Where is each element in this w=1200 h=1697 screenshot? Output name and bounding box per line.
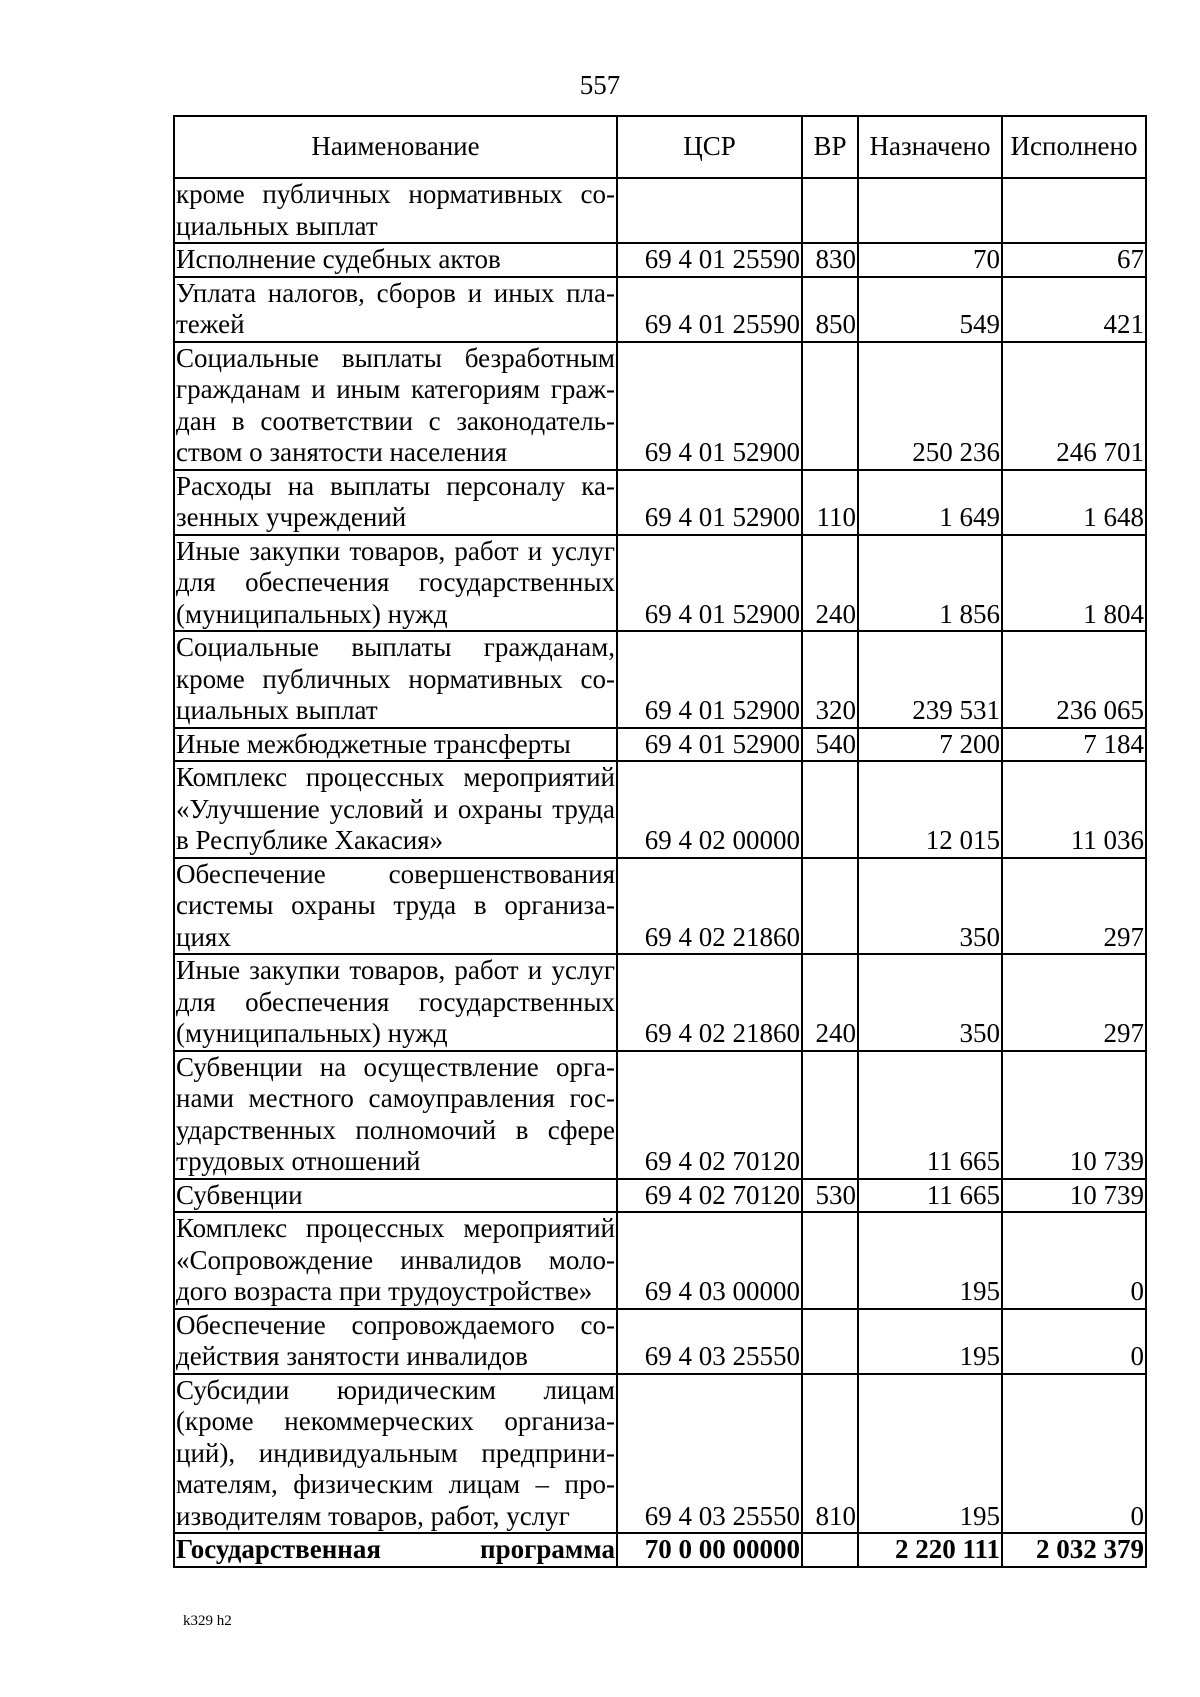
cell-name: Государственная программа: [174, 1533, 617, 1567]
cell-name: кроме публичных нормативных социальных выплат: [174, 178, 617, 243]
cell-csr: 69 4 02 70120: [617, 1051, 802, 1179]
cell-csr: 70 0 00 00000: [617, 1533, 802, 1567]
cell-assigned: 11 665: [858, 1051, 1002, 1179]
cell-assigned: 549: [858, 277, 1002, 342]
cell-csr: 69 4 03 25550: [617, 1374, 802, 1534]
table-row: [174, 277, 1146, 342]
cell-csr: 69 4 02 21860: [617, 954, 802, 1051]
table-row: [174, 1179, 1146, 1213]
cell-assigned: 12 015: [858, 761, 1002, 858]
cell-executed: 67: [1002, 243, 1146, 277]
cell-assigned: 70: [858, 243, 1002, 277]
cell-executed: 246 701: [1002, 342, 1146, 470]
table-row: [174, 631, 1146, 728]
cell-executed: 7 184: [1002, 728, 1146, 762]
cell-csr: 69 4 01 52900: [617, 728, 802, 762]
table-row: [174, 178, 1146, 243]
page-number: 557: [579, 70, 621, 100]
cell-csr: 69 4 03 00000: [617, 1212, 802, 1309]
cell-vr: 810: [802, 1374, 858, 1534]
cell-csr: 69 4 01 52900: [617, 342, 802, 470]
cell-executed: 0: [1002, 1374, 1146, 1534]
cell-executed: 0: [1002, 1212, 1146, 1309]
cell-csr: 69 4 01 25590: [617, 243, 802, 277]
cell-executed: 1 804: [1002, 535, 1146, 632]
cell-name: Субвенции на осуществление органами местного самоуправления государственных полномочий в сфере трудовых отношений: [174, 1051, 617, 1179]
footer-code: k329 h2: [183, 1613, 232, 1629]
cell-executed: [1002, 178, 1146, 243]
cell-executed: 297: [1002, 954, 1146, 1051]
cell-vr: 240: [802, 535, 858, 632]
cell-assigned: 11 665: [858, 1179, 1002, 1213]
cell-csr: 69 4 01 52900: [617, 470, 802, 535]
cell-executed: 10 739: [1002, 1179, 1146, 1213]
cell-assigned: 239 531: [858, 631, 1002, 728]
cell-vr: 320: [802, 631, 858, 728]
table-header-row: [174, 116, 1146, 178]
cell-executed: 11 036: [1002, 761, 1146, 858]
cell-name: Субсидии юридическим лицам (кроме некоммерческих организаций), индивидуальным предпринимателям, физическим лицам – производителям товаров, работ, услуг: [174, 1374, 617, 1534]
cell-vr: [802, 1051, 858, 1179]
cell-assigned: 1 856: [858, 535, 1002, 632]
cell-csr: 69 4 01 25590: [617, 277, 802, 342]
table-row: [174, 535, 1146, 632]
header-executed: Исполнено: [1002, 116, 1146, 178]
cell-executed: 10 739: [1002, 1051, 1146, 1179]
cell-name: Исполнение судебных актов: [174, 243, 617, 277]
cell-assigned: 350: [858, 954, 1002, 1051]
table-row: [174, 1212, 1146, 1309]
cell-csr: 69 4 02 70120: [617, 1179, 802, 1213]
table-row: [174, 728, 1146, 762]
cell-vr: 830: [802, 243, 858, 277]
cell-name: Иные закупки товаров, работ и услуг для обеспечения государственных (муниципальных) нужд: [174, 954, 617, 1051]
header-assigned: Назначено: [858, 116, 1002, 178]
cell-name: Иные межбюджетные трансферты: [174, 728, 617, 762]
cell-name: Обеспечение совершенствования системы охраны труда в организациях: [174, 858, 617, 955]
cell-vr: 850: [802, 277, 858, 342]
cell-vr: [802, 761, 858, 858]
cell-assigned: [858, 178, 1002, 243]
cell-assigned: 2 220 111: [858, 1533, 1002, 1567]
cell-executed: 0: [1002, 1309, 1146, 1374]
cell-executed: 2 032 379: [1002, 1533, 1146, 1567]
table-row-total: [174, 1533, 1146, 1567]
cell-vr: [802, 342, 858, 470]
table-row: [174, 954, 1146, 1051]
cell-csr: 69 4 01 52900: [617, 631, 802, 728]
cell-vr: [802, 1309, 858, 1374]
cell-assigned: 350: [858, 858, 1002, 955]
table-row: [174, 342, 1146, 470]
table-row: [174, 761, 1146, 858]
cell-vr: [802, 1533, 858, 1567]
table-body: [174, 178, 1146, 1567]
cell-vr: [802, 178, 858, 243]
cell-csr: 69 4 02 00000: [617, 761, 802, 858]
cell-name: Иные закупки товаров, работ и услуг для обеспечения государственных (муниципальных) нужд: [174, 535, 617, 632]
budget-table: [173, 115, 1147, 1568]
cell-name: Социальные выплаты безработным гражданам и иным категориям граждан в соответствии с законодательством о занятости населения: [174, 342, 617, 470]
cell-executed: 297: [1002, 858, 1146, 955]
header-vr: ВР: [802, 116, 858, 178]
cell-name: Субвенции: [174, 1179, 617, 1213]
cell-assigned: 1 649: [858, 470, 1002, 535]
cell-assigned: 250 236: [858, 342, 1002, 470]
table-row: [174, 1309, 1146, 1374]
cell-name: Обеспечение сопровождаемого содействия занятости инвалидов: [174, 1309, 617, 1374]
header-csr: ЦСР: [617, 116, 802, 178]
cell-csr: [617, 178, 802, 243]
cell-name: Расходы на выплаты персоналу казенных учреждений: [174, 470, 617, 535]
cell-assigned: 195: [858, 1309, 1002, 1374]
cell-executed: 1 648: [1002, 470, 1146, 535]
cell-csr: 69 4 02 21860: [617, 858, 802, 955]
table-row: [174, 858, 1146, 955]
cell-name: Социальные выплаты гражданам, кроме публичных нормативных социальных выплат: [174, 631, 617, 728]
cell-vr: [802, 858, 858, 955]
table-row: [174, 1051, 1146, 1179]
cell-csr: 69 4 03 25550: [617, 1309, 802, 1374]
cell-vr: 110: [802, 470, 858, 535]
cell-executed: 236 065: [1002, 631, 1146, 728]
cell-assigned: 195: [858, 1374, 1002, 1534]
cell-vr: [802, 1212, 858, 1309]
cell-executed: 421: [1002, 277, 1146, 342]
cell-name: Комплекс процессных мероприятий «Сопровождение инвалидов молодого возраста при трудоустройстве»: [174, 1212, 617, 1309]
cell-assigned: 7 200: [858, 728, 1002, 762]
cell-csr: 69 4 01 52900: [617, 535, 802, 632]
cell-name: Комплекс процессных мероприятий «Улучшение условий и охраны труда в Республике Хакасия»: [174, 761, 617, 858]
table-row: [174, 243, 1146, 277]
cell-vr: 530: [802, 1179, 858, 1213]
cell-vr: 540: [802, 728, 858, 762]
cell-name: Уплата налогов, сборов и иных платежей: [174, 277, 617, 342]
table-row: [174, 470, 1146, 535]
header-name: Наименование: [174, 116, 617, 178]
cell-assigned: 195: [858, 1212, 1002, 1309]
table-row: [174, 1374, 1146, 1534]
cell-vr: 240: [802, 954, 858, 1051]
